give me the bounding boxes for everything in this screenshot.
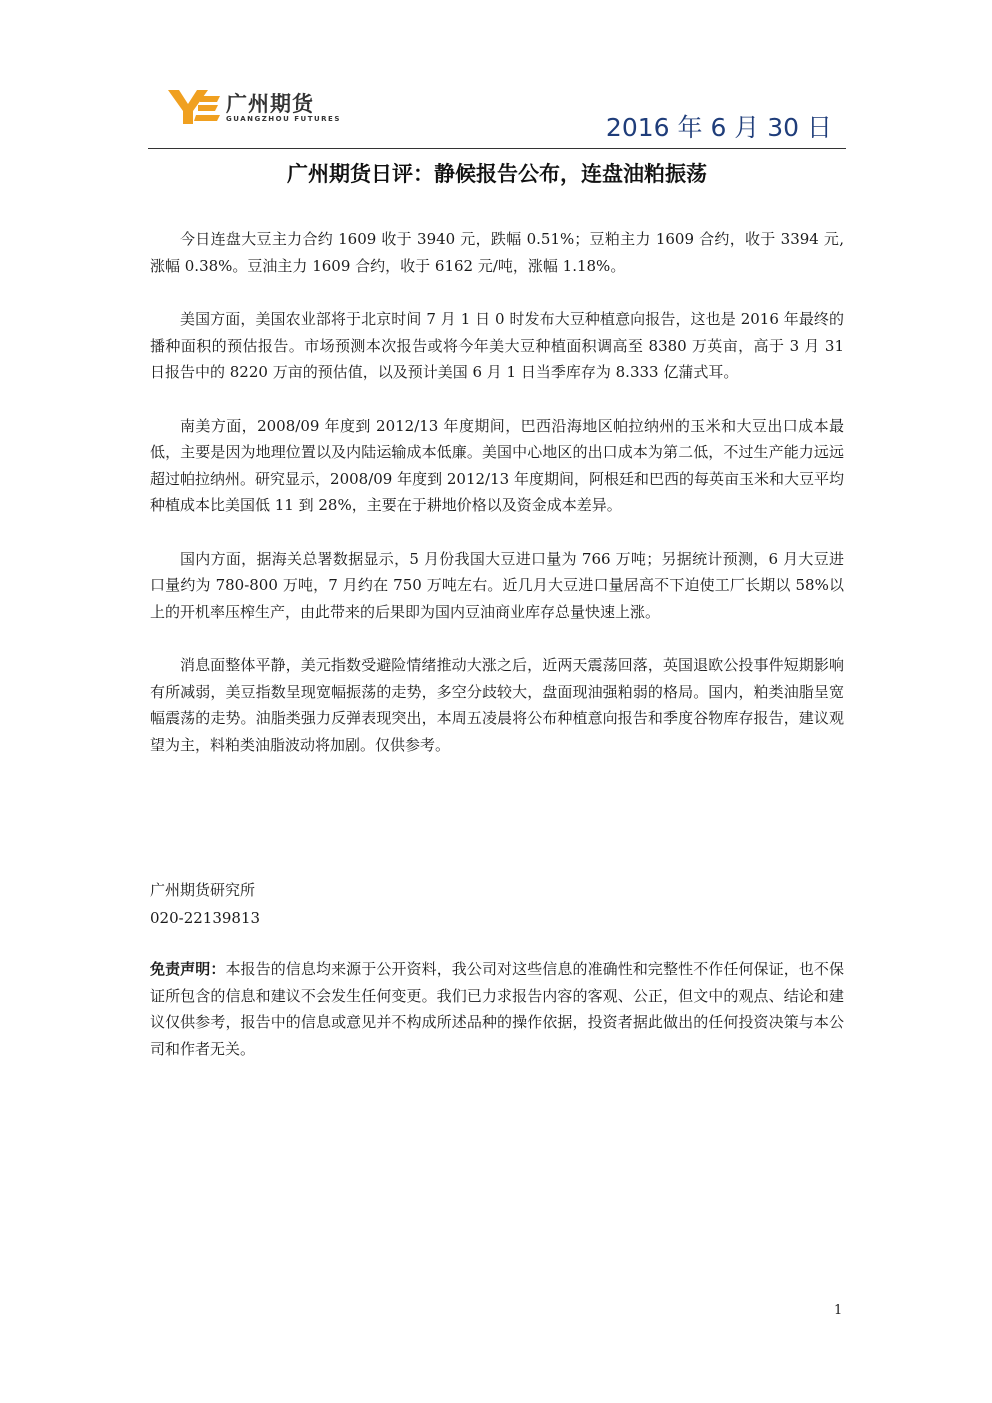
research-institute-name: 广州期货研究所 bbox=[150, 881, 256, 899]
report-date: 2016 年 6 月 30 日 bbox=[605, 113, 832, 142]
paragraph-us-market: 美国方面，美国农业部将于北京时间 7 月 1 日 0 时发布大豆种植意向报告，这也是 2016 年最终的播种面积的预估报告。市场预测本次报告或将今年美大豆种植面积调高至 8380 万英亩，高于 3 月 31 日报告中的 8220 万亩的预估值，以及预计美国 6 月 1 日当季库存为 8.333 亿蒲式耳。 bbox=[150, 310, 844, 381]
paragraph-domestic: 国内方面，据海关总署数据显示，5 月份我国大豆进口量为 766 万吨；另据统计预测，6 月大豆进口量约为 780-800 万吨，7 月约在 750 万吨左右。近几月大豆进口量居高不下迫使工厂长期以 58%以上的开机率压榨生产，由此带来的后果即为国内豆油商业库存总量快速上涨。 bbox=[150, 549, 844, 621]
report-title: 广州期货日评：静候报告公布，连盘油粕振荡 bbox=[287, 162, 707, 186]
page-number: 1 bbox=[834, 1303, 843, 1318]
disclaimer-text: 本报告的信息均来源于公开资料，我公司对这些信息的准确性和完整性不作任何保证，也不保证所包含的信息和建议不会发生任何变更。我们已力求报告内容的客观、公正，但文中的观点、结论和建议仅供参考，报告中的信息或意见并不构成所述品种的操作依据，投资者据此做出的任何投资决策与本公司和作者无关。 bbox=[150, 960, 844, 1058]
contact-phone: 020-22139813 bbox=[150, 909, 261, 927]
disclaimer bbox=[150, 956, 844, 1062]
logo-chinese-name: 广州期货 bbox=[226, 92, 314, 116]
guangzhou-futures-logo-icon bbox=[168, 90, 220, 124]
paragraph-market-summary: 今日连盘大豆主力合约 1609 收于 3940 元，跌幅 0.51%；豆粕主力 1609 合约，收于 3394 元, 涨幅 0.38%。豆油主力 1609 合约，收于 6162 元/吨，涨幅 1.18%。 bbox=[150, 230, 844, 275]
company-logo bbox=[168, 88, 358, 128]
page-header bbox=[148, 88, 846, 149]
paragraph-outlook: 消息面整体平静，美元指数受避险情绪推动大涨之后，近两天震荡回落，英国退欧公投事件短期影响有所减弱，美豆指数呈现宽幅振荡的走势，多空分歧较大，盘面现油强粕弱的格局。国内，粕类油脂呈宽幅震荡的走势。油脂类强力反弹表现突出，本周五凌晨将公布种植意向报告和季度谷物库存报告，建议观望为主，料粕类油脂波动将加剧。仅供参考。 bbox=[150, 656, 844, 754]
contact-block bbox=[150, 876, 260, 932]
report-body bbox=[150, 226, 844, 785]
disclaimer-label: 免责声明： bbox=[150, 960, 226, 978]
paragraph-south-america: 南美方面，2008/09 年度到 2012/13 年度期间，巴西沿海地区帕拉纳州的玉米和大豆出口成本最低，主要是因为地理位置以及内陆运输成本低廉。美国中心地区的出口成本为第二低，不过生产能力远远超过帕拉纳州。研究显示，2008/09 年度到 2012/13 年度期间，阿根廷和巴西的每英亩玉米和大豆平均种植成本比美国低 11 到 28%，主要在于耕地价格以及资金成本差异。 bbox=[150, 416, 844, 514]
logo-english-name: GUANGZHOU FUTURES bbox=[226, 115, 341, 123]
